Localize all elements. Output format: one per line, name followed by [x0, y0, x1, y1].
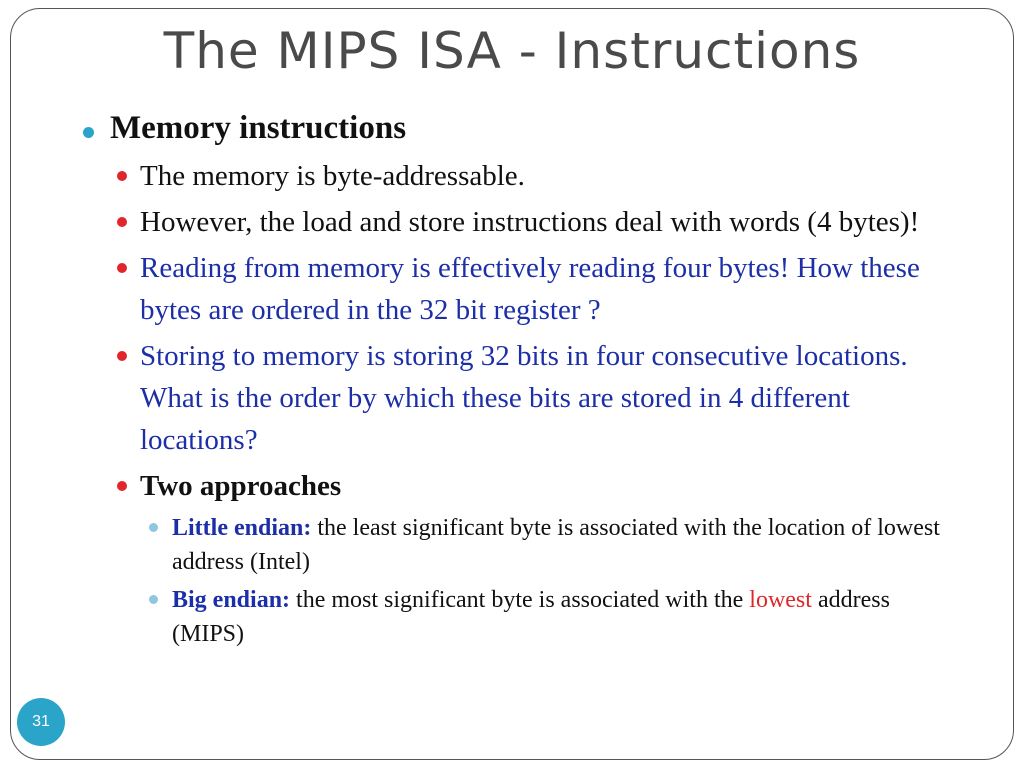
- bullet-text: Two approaches: [140, 470, 342, 502]
- bullet-text: The memory is byte-addressable.: [140, 160, 525, 192]
- bullet-dot: [117, 481, 127, 491]
- bullet-two-approaches: [80, 465, 940, 507]
- little-endian-label: Little endian:: [172, 515, 312, 541]
- page-number-badge: 31: [17, 698, 65, 746]
- slide-content: [80, 110, 940, 655]
- bullet-text: Reading from memory is effectively reading four bytes! How these bytes are ordered in the 32 bit register ?: [140, 252, 920, 326]
- bullet-dot: [149, 595, 158, 604]
- bullet-dot: [149, 523, 158, 532]
- bullet-dot: [83, 127, 94, 138]
- bullet-text: Storing to memory is storing 32 bits in four consecutive locations. What is the order by which these bits are stored in 4 different locations?: [140, 340, 908, 456]
- slide-title: The MIPS ISA - Instructions: [163, 22, 861, 80]
- bullet-reading: [80, 247, 940, 331]
- big-endian-text-end: address (MIPS): [172, 587, 890, 647]
- big-endian-text: the most significant byte is associated with the: [290, 587, 750, 613]
- little-endian-text: the least significant byte is associated with the location of lowest address (Intel): [172, 515, 940, 575]
- big-endian-lowest: lowest: [749, 587, 812, 613]
- bullet-dot: [117, 171, 127, 181]
- bullet-dot: [117, 351, 127, 361]
- bullet-byte-addressable: [80, 155, 940, 197]
- bullet-storing: [80, 335, 940, 461]
- bullet-dot: [117, 263, 127, 273]
- bullet-little-endian: [80, 511, 940, 579]
- bullet-text: However, the load and store instructions deal with words (4 bytes)!: [140, 206, 920, 238]
- bullet-load-store: [80, 201, 940, 243]
- bullet-dot: [117, 217, 127, 227]
- bullet-memory-instructions: [80, 110, 940, 147]
- big-endian-label: Big endian:: [172, 587, 291, 613]
- bullet-big-endian: [80, 583, 940, 651]
- bullet-text: Memory instructions: [110, 110, 407, 146]
